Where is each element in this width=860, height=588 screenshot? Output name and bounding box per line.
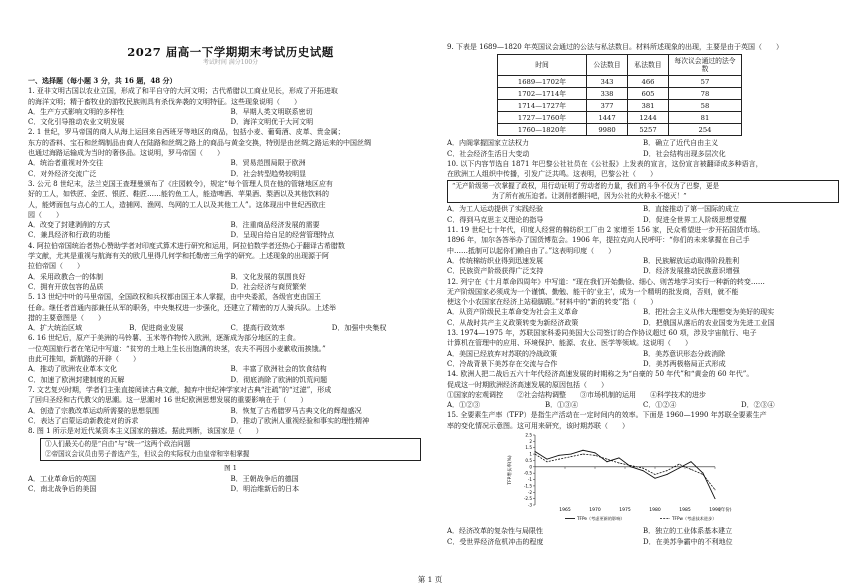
option-c[interactable]: C．民族资产阶级获得广泛支持 xyxy=(447,267,544,276)
table-cell: 5257 xyxy=(628,124,669,136)
series-2-point xyxy=(679,464,680,465)
series-1-point xyxy=(643,470,644,471)
series-2-point xyxy=(583,454,584,455)
table-cell: 1702—1714年 xyxy=(498,88,587,100)
option-c[interactable]: C．社会经济生活日大变动 xyxy=(447,149,530,158)
question-stem: 1. 亚非文明古国以农业立国，形成了和平自守的大河文明；古代希腊以工商业见长，形成了开拓进取 xyxy=(28,87,338,96)
table-row xyxy=(498,124,742,136)
options xyxy=(28,406,433,427)
question-1 xyxy=(28,86,433,127)
series-1-point xyxy=(655,478,656,479)
series-1-point xyxy=(583,450,584,451)
option-a[interactable]: A．美国已经放弃对苏联的冷战政策 xyxy=(447,349,558,358)
series-1-point xyxy=(691,461,692,462)
question-stem: 园（ ） xyxy=(28,210,63,219)
question-12 xyxy=(447,277,839,328)
question-stem: 8. 图 1 所示是对近代某资本主义国家的描述。据此判断，该国家是（ ） xyxy=(28,427,263,436)
question-stem: 措的主要意图是（ ） xyxy=(28,313,105,322)
option-c[interactable]: C．加速了欧洲封建制度的瓦解 xyxy=(28,375,125,384)
question-stem: 人，能烤面包与点心的工人，造捕网、渔网、鸟网的工人以及其他工人”。这体现出中世纪西欧庄 xyxy=(28,200,326,209)
option-b[interactable]: B．①③④ xyxy=(545,401,579,410)
table-cell: 9980 xyxy=(587,124,628,136)
question-stem: 10. 以下内容节选自 1871 年巴黎公社社员在《公社报》上发表的宣言，这份宣言被翻译成多种语言， xyxy=(447,159,763,168)
legend-label: TFPe（考虑更新的影响） xyxy=(577,516,625,522)
question-stem: 好的工人，如铁匠、金匠、银匠、鞋匠……能钓鱼工人，能造啤酒、苹果酒、梨酒以及其他饮料的 xyxy=(28,190,329,199)
table-cell: 1244 xyxy=(628,112,669,124)
option-b[interactable]: B．美苏意识形态分歧消除 xyxy=(643,349,726,358)
question-10 xyxy=(447,159,839,225)
series-1-point xyxy=(535,451,536,452)
question-stem: 中……抵制可以起你们赖自由了。”这表明印度（ ） xyxy=(447,246,616,255)
option-c[interactable]: C．拥有开放包容的品质 xyxy=(28,282,104,291)
options xyxy=(447,349,839,370)
option-d[interactable]: D．社会经济与商贸繁荣 xyxy=(230,282,307,291)
table-header-row xyxy=(498,55,742,76)
option-a[interactable]: A．为工人运动提供了实践经验 xyxy=(447,205,544,214)
question-stem: 使这个小农国家在经济上站稳脚跟。”材料中的“新的转变”指（ ） xyxy=(447,298,658,307)
table-row xyxy=(498,88,742,100)
option-c[interactable]: C．受世界经济危机冲击的程度 xyxy=(447,537,544,546)
figure-caption: 图 1 xyxy=(224,464,237,473)
question-8 xyxy=(28,426,433,494)
x-tick-label: 1965 xyxy=(559,508,571,514)
x-tick-label: 1970 xyxy=(589,508,601,514)
series-2-point xyxy=(535,454,536,455)
question-stem: 11. 19 世纪七十年代，印度人经营的棉纺织工厂由 2 家增至 156 家，民众希望进一步开拓国货市场。 xyxy=(447,226,765,235)
options xyxy=(28,272,433,293)
option-a[interactable]: A．经济改革的复杂性与局限性 xyxy=(447,527,544,536)
option-b[interactable]: B．把社会主义从伟大理想变为美好的现实 xyxy=(643,308,775,317)
options xyxy=(28,323,433,333)
options xyxy=(447,256,839,277)
series-2-point xyxy=(547,461,548,462)
right-column xyxy=(447,42,839,547)
law-table xyxy=(497,54,742,136)
question-11 xyxy=(447,225,839,276)
options xyxy=(28,158,433,179)
table-cell: 58 xyxy=(669,100,742,112)
series-1-point xyxy=(571,454,572,455)
option-b[interactable]: B．丰富了欧洲社会的饮食结构 xyxy=(230,365,327,374)
question-stem: 15. 全要素生产率（TFP）是指生产活动在一定时间内的效率。下面是 1960—1990 年苏联全要素生产 xyxy=(447,411,767,420)
table-cell: 466 xyxy=(628,76,669,88)
series-2-point xyxy=(595,455,596,456)
y-tick-label: -1.5 xyxy=(523,483,532,489)
option-d[interactable]: D．在美苏争霸中的不利地位 xyxy=(643,537,733,546)
option-c[interactable]: C．提高行政效率 xyxy=(230,324,285,333)
series-2-point xyxy=(691,469,692,470)
question-stem: 拉伯帝国（ ） xyxy=(28,262,84,271)
question-stem: 的海洋文明；精于畜牧业的游牧民族则具有杀伐奔袭的文明特征。这些现象说明（ ） xyxy=(28,97,301,106)
option-a[interactable]: A．①②③ xyxy=(447,401,481,410)
option-b[interactable]: B．直接推动了第一国际的成立 xyxy=(643,205,740,214)
question-13 xyxy=(447,328,839,369)
options xyxy=(447,400,839,410)
question-stem: 12. 列宁在《十月革命四周年》中写道：“现在我们开始勤俭、细心、则苦地学习实行一种新的转变…… xyxy=(447,277,765,286)
table-cell: 1760—1820年 xyxy=(498,124,587,136)
option-b[interactable]: B．促进商业发展 xyxy=(129,324,184,333)
option-d[interactable]: D．加强中央集权 xyxy=(331,324,387,333)
question-stem: 9. 下表是 1689—1820 年英国议会通过的公法与私法数目。材料所述现象的出现，主要是由于英国（ ） xyxy=(447,43,783,51)
table-cell: 377 xyxy=(587,100,628,112)
question-stem: 任命。继任者首通内部兼任从军的职务，中央集权进一步强化，还建立了精密的万人骑兵队。上述举 xyxy=(28,303,336,312)
option-c[interactable]: C．①②④ xyxy=(643,401,677,410)
series-2-point xyxy=(559,459,560,460)
page-number: 第 1 页 xyxy=(417,575,443,584)
section-heading: 一、选择题（每小题 3 分，共 16 题，48 分） xyxy=(28,76,177,85)
x-axis-label: (年份) xyxy=(719,508,732,514)
table-header: 私法数目 xyxy=(628,55,669,76)
option-b[interactable]: B．早期人类文明联系密切 xyxy=(230,107,313,116)
option-a[interactable]: A．工业革命后的英国 xyxy=(28,474,97,483)
option-c[interactable]: C．得到马克思主义理论的指导 xyxy=(447,215,544,224)
option-c[interactable]: C．表达了启蒙运动新教徒对的诉求 xyxy=(28,416,139,425)
y-tick-label: 1 xyxy=(529,451,532,457)
option-a[interactable]: A．从资产阶级民主革命变为社会主义革命 xyxy=(447,308,579,317)
y-tick-label: 0.5 xyxy=(525,457,532,463)
question-stem: 了回归圣经和古代教父的思潮。这一思潮对 16 世纪欧洲思想发展的重要影响在于（ ） xyxy=(28,396,308,405)
table-row xyxy=(498,76,742,88)
question-items: ①国家的宏观调控 ②社会结构调整 ③市场机制的运用 ④科学技术的进步 xyxy=(447,390,706,399)
question-5 xyxy=(28,292,433,333)
option-a[interactable]: A．改变了封建剥削的方式 xyxy=(28,221,111,230)
option-d[interactable]: D．②③④ xyxy=(741,401,775,410)
series-1-point xyxy=(679,468,680,469)
question-stem: 计算机在管理中的应用、环境保护、能源、农业、医学等领域。这说明（ ） xyxy=(447,339,692,348)
page-subtitle: 考试时间 满分100分 xyxy=(202,59,259,66)
option-d[interactable]: D．社会结构出现多层次化 xyxy=(643,149,726,158)
series-2-point xyxy=(619,463,620,464)
series-2-point xyxy=(607,459,608,460)
question-stem: 也通过海路运输成为当时的奢侈品。这说明，罗马帝国（ ） xyxy=(28,149,224,158)
option-d[interactable]: D．社会转型趋势较明显 xyxy=(230,169,307,178)
series-1-point xyxy=(607,461,608,462)
option-a[interactable]: A．内阁掌握国家立法权力 xyxy=(447,139,530,148)
option-d[interactable]: D．彻底消除了欧洲的饥荒问题 xyxy=(230,375,328,384)
x-tick-label: 1985 xyxy=(679,508,691,514)
question-stem: 13. 1974—1975 年，苏联国家科委同美国大公司签订的合作协议超过 60 项，涉及宇宙航行、电子 xyxy=(447,329,757,338)
question-7 xyxy=(28,385,433,426)
options xyxy=(447,307,839,328)
table-cell: 381 xyxy=(628,100,669,112)
option-b[interactable]: B．确立了近代自由主义 xyxy=(643,139,719,148)
question-stem: 2. 1 世纪，罗马帝国的商人从海上运回来自西班牙等地区的商品，包括小麦、葡萄酒、皮革、贵金属； xyxy=(28,128,345,137)
series-1-point xyxy=(703,473,704,474)
series-1-point xyxy=(547,459,548,460)
table-row xyxy=(498,112,742,124)
options xyxy=(447,138,839,159)
option-a[interactable]: A．传统棉纺织业得到迅速发展 xyxy=(447,256,544,265)
series-1-point xyxy=(595,452,596,453)
question-stem: 学文献，尤其是重视与航海有关的欧几里得几何学和托勒密三角学的研究。上述现象的出现源于阿 xyxy=(28,252,329,261)
option-b[interactable]: B．注重商品经济发展的需要 xyxy=(230,221,320,230)
figure-box xyxy=(40,438,421,461)
left-column xyxy=(28,76,433,494)
options xyxy=(28,220,433,241)
table-cell: 343 xyxy=(587,76,628,88)
tfp-chart-container xyxy=(505,431,839,526)
series-2-point xyxy=(703,474,704,475)
option-a[interactable]: A．创造了宗教改革运动所需要的思想氛围 xyxy=(28,406,160,415)
series-1-point xyxy=(559,455,560,456)
x-tick-label: 1990 xyxy=(709,508,721,514)
table-cell: 338 xyxy=(587,88,628,100)
series-1-point xyxy=(667,474,668,475)
series-line-1 xyxy=(535,450,715,498)
figure-line: ②帝国议会议员由男子普选产生，但议会的实际权力由皇帝和宰相掌握 xyxy=(45,449,250,458)
question-stem: 3. 公元 8 世纪末，法兰克国王查理曼颁布了《庄园敕令》，规定“每个管理人员在他的管辖地区应有 xyxy=(28,179,333,188)
option-c[interactable]: C．南北战争后的美国 xyxy=(28,484,97,493)
table-cell: 1727—1760年 xyxy=(498,112,587,124)
question-stem: 一位英国旅行者在笔记中写道：“贫穷的土地上生长出饱满的块茎，农夫不再因小麦歉收而挨饿。” xyxy=(28,344,326,353)
legend-label: TFPw（考虑技术进步） xyxy=(672,516,717,522)
table-cell: 1714—1727年 xyxy=(498,100,587,112)
option-a[interactable]: A．生产方式影响文明的多样性 xyxy=(28,107,125,116)
series-2-point xyxy=(655,474,656,475)
tfp-line-chart xyxy=(505,431,755,523)
option-d[interactable]: D．呈现自给自足的经营管理特点 xyxy=(230,231,335,240)
option-d[interactable]: D．把俄国从落后的农业国变为先进工业国 xyxy=(643,318,775,327)
x-tick-label: 1975 xyxy=(619,508,631,514)
series-2-point xyxy=(667,470,668,471)
table-cell: 254 xyxy=(669,124,742,136)
question-stem: 14. 欧洲人把二战后五六十年代经济高速发展的时期称之为“自豪的 50 年代”和“黄金的 60 年代”。 xyxy=(447,370,754,379)
option-d[interactable]: D．促进全世界工人阶级思想觉醒 xyxy=(643,215,747,224)
option-b[interactable]: B．民族解放运动取得阶段胜利 xyxy=(643,256,740,265)
series-2-point xyxy=(631,465,632,466)
table-cell: 1689—1702年 xyxy=(498,76,587,88)
option-d[interactable]: D．经济发展推动民族意识增强 xyxy=(643,267,740,276)
option-d[interactable]: D．推动了欧洲人重视经验和事实的理性精神 xyxy=(230,416,370,425)
series-line-2 xyxy=(535,454,715,490)
option-b[interactable]: B．贸易范围局限于欧洲 xyxy=(230,159,306,168)
question-3 xyxy=(28,179,433,241)
quote-line: 为了所有被压迫者。让剥削者颤抖吧，因为公社的火种永不熄灭！” xyxy=(492,191,687,200)
option-b[interactable]: B．独立的工业体系基本建立 xyxy=(643,527,733,536)
x-tick-label: 1980 xyxy=(649,508,661,514)
table-row xyxy=(498,100,742,112)
options xyxy=(447,526,839,547)
table-cell: 605 xyxy=(628,88,669,100)
options xyxy=(447,204,839,225)
question-stem: 5. 13 世纪中叶的马里帝国，全国政权和兵权都由国王本人掌握，由中央委派，各级官吏由国王 xyxy=(28,293,322,302)
figure-line: ①人们最关心的是“自由”与“统一”这两个政治问题 xyxy=(45,440,191,449)
table-cell: 57 xyxy=(669,76,742,88)
series-1-point xyxy=(715,498,716,499)
table-header: 时间 xyxy=(498,55,587,76)
table-cell: 81 xyxy=(669,112,742,124)
options xyxy=(28,474,433,495)
table-header: 公法数目 xyxy=(587,55,628,76)
option-c[interactable]: C．文化引导推动农业文明发展 xyxy=(28,118,125,127)
quote-line: “无产阶级第一次掌握了政权，用行动证明了劳动者的力量，我们的斗争不仅为了巴黎，更是 xyxy=(452,182,720,191)
series-2-point xyxy=(643,468,644,469)
y-tick-label: 0 xyxy=(529,464,532,470)
options xyxy=(28,107,433,128)
question-2 xyxy=(28,127,433,178)
y-tick-label: 1.5 xyxy=(525,445,532,451)
question-9 xyxy=(447,42,839,159)
series-1-point xyxy=(619,457,620,458)
question-stem: 1896 年，加尔各答举办了国货博览会。1906 年，提拉克向人民呼吁：“你们的未来掌握在自己手 xyxy=(447,236,750,245)
question-stem: 促成这一时期欧洲经济高速发展的原因包括（ ） xyxy=(447,380,608,389)
question-stem: 东方的香料、宝石和丝绸制品由商人在陆路和丝绸之路上的商品与黄金交换，特别是由丝绸之路运来的中国丝绸 xyxy=(28,138,371,147)
question-stem: 由此可推知，新航路的开辟（ ） xyxy=(28,355,140,364)
option-b[interactable]: B．恢复了古希腊罗马古典文化的辉煌盛况 xyxy=(230,406,362,415)
question-stem: 6. 16 世纪后，原产于美洲的马铃薯、玉米等作物传入欧洲，逐渐成为部分地区的主食。 xyxy=(28,334,301,343)
quote-box xyxy=(447,180,839,203)
question-stem: 7. 文艺复兴时期，学者们主张直接阅读古典文献，抛弃中世纪神学家对古典“注疏”的“过滤”，形成 xyxy=(28,385,332,394)
y-axis-label: TFP增长率(%) xyxy=(508,455,513,485)
question-4 xyxy=(28,241,433,292)
y-tick-label: 2 xyxy=(529,438,532,444)
y-tick-label: 2.5 xyxy=(525,432,532,438)
series-2-point xyxy=(571,456,572,457)
option-b[interactable]: B．文化发展的氛围良好 xyxy=(230,272,306,281)
question-stem: 无产阶级国家必须成为一个谨慎、勤勉、能干的‘业主’，成为一个精明的批发商，否则，就不能 xyxy=(447,287,739,296)
series-2-point xyxy=(715,489,716,490)
question-stem: 率的变化情况示意图。这可用来研究，该时期苏联（ ） xyxy=(447,421,629,430)
option-d[interactable]: D．美苏两极格局正式形成 xyxy=(643,359,726,368)
table-header: 每次议会通过的法令数 xyxy=(669,55,742,76)
question-6 xyxy=(28,333,433,384)
option-c[interactable]: C．从战时共产主义政策转变为新经济政策 xyxy=(447,318,579,327)
page-title: 2027 届高一下学期期末考试历史试题 xyxy=(127,45,334,59)
series-1-point xyxy=(631,466,632,467)
y-tick-label: -0.5 xyxy=(523,470,532,476)
options xyxy=(28,364,433,385)
option-c[interactable]: C．对外经济交流广泛 xyxy=(28,169,97,178)
option-a[interactable]: A．扩大统治区域 xyxy=(28,324,83,333)
y-tick-label: -1 xyxy=(527,477,532,483)
option-b[interactable]: B．王朝战争后的德国 xyxy=(230,474,299,483)
option-c[interactable]: C．兼具经济和行政的功能 xyxy=(28,231,111,240)
table-cell: 78 xyxy=(669,88,742,100)
option-a[interactable]: A．统治者重视对外交往 xyxy=(28,159,104,168)
y-tick-label: -3 xyxy=(527,502,532,508)
y-tick-label: -2.5 xyxy=(523,496,532,502)
question-15 xyxy=(447,410,839,546)
option-d[interactable]: D．海洋文明优于大河文明 xyxy=(230,118,314,127)
option-d[interactable]: D．明治维新后的日本 xyxy=(230,484,300,493)
option-a[interactable]: A．采用政教合一的体制 xyxy=(28,272,104,281)
question-stem: 4. 阿拉伯帝国统治者热心赞助学者对印度式算术进行研究和运用，阿拉伯数学者还热心于翻译古希腊数 xyxy=(28,241,345,250)
option-c[interactable]: C．冷战背景下美苏存在交流与合作 xyxy=(447,359,558,368)
option-a[interactable]: A．推动了欧洲农业革本文化 xyxy=(28,365,118,374)
table-cell: 1447 xyxy=(587,112,628,124)
question-14 xyxy=(447,369,839,410)
y-tick-label: -2 xyxy=(527,489,532,495)
question-stem: 在欧洲工人组织中传播，引发广泛共鸣。这表明，巴黎公社（ ） xyxy=(447,170,657,179)
